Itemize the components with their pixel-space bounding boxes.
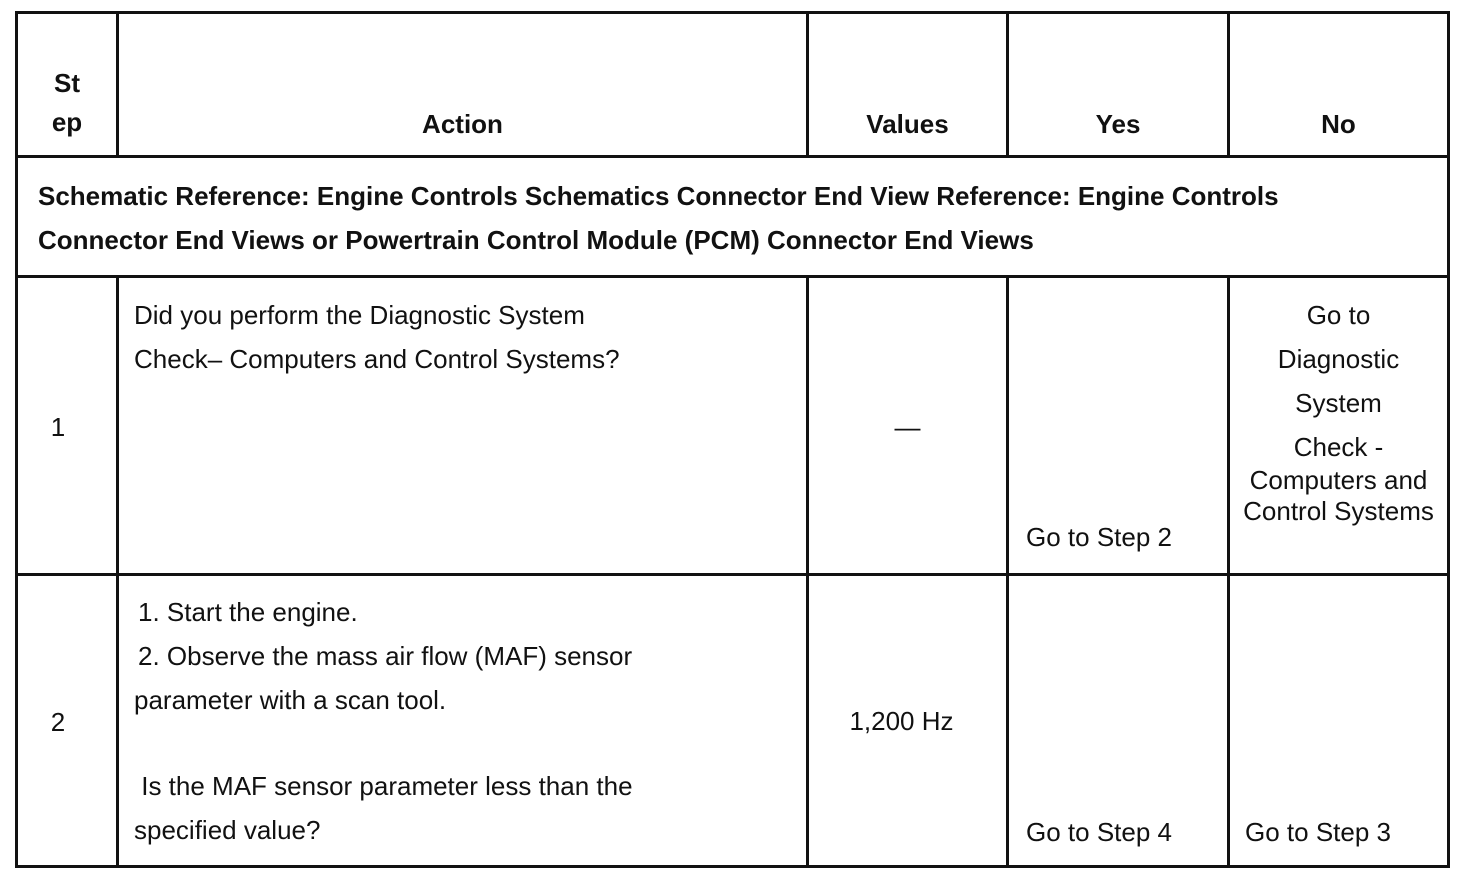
action-text [134,293,794,381]
action-step-2: 2. Observe the mass air flow (MAF) sensor [138,641,633,671]
column-divider [1006,275,1009,868]
action-line: specified value? [134,815,321,845]
blank-line [134,722,794,764]
reference-line1: Schematic Reference: Engine Controls Schematics Connector End View Reference: Engine Controls [38,181,1279,211]
action-line: Did you perform the Diagnostic System [134,300,585,330]
column-divider [116,275,119,868]
reference-line2: Connector End Views or Powertrain Control Module (PCM) Connector End Views [38,225,1034,255]
step-number: 1 [50,412,66,442]
action-question: Is the MAF sensor parameter less than the [134,771,633,801]
header-step [18,64,116,142]
no-line: Go to [1306,300,1371,330]
action-line: parameter with a scan tool. [134,685,447,715]
header-action: Action [422,109,503,139]
header-divider [15,155,1450,158]
header-no: No [1321,109,1356,139]
no-line: Computers and [1249,465,1428,495]
no-action [1230,293,1447,527]
header-values: Values [866,109,949,139]
yes-action: Go to Step 2 [1026,522,1172,552]
action-line: Check– Computers and Control Systems? [134,344,620,374]
no-action: Go to Step 3 [1245,817,1391,847]
no-line: Diagnostic [1277,344,1400,374]
no-line: System [1295,388,1382,418]
reference-divider [15,275,1450,278]
yes-action: Go to Step 4 [1026,817,1172,847]
column-divider [806,275,809,868]
step-number: 2 [50,707,66,737]
no-line: Control Systems [1243,496,1434,526]
value-text: 1,200 Hz [849,706,954,736]
header-step-line2: ep [51,107,83,137]
header-yes: Yes [1095,109,1141,139]
action-step-1: 1. Start the engine. [138,597,358,627]
row-divider [15,573,1450,576]
action-text [134,590,794,852]
schematic-reference [38,174,1438,262]
header-step-line1: St [54,68,80,98]
value-text: — [894,412,921,442]
no-line: Check - [1293,432,1384,462]
